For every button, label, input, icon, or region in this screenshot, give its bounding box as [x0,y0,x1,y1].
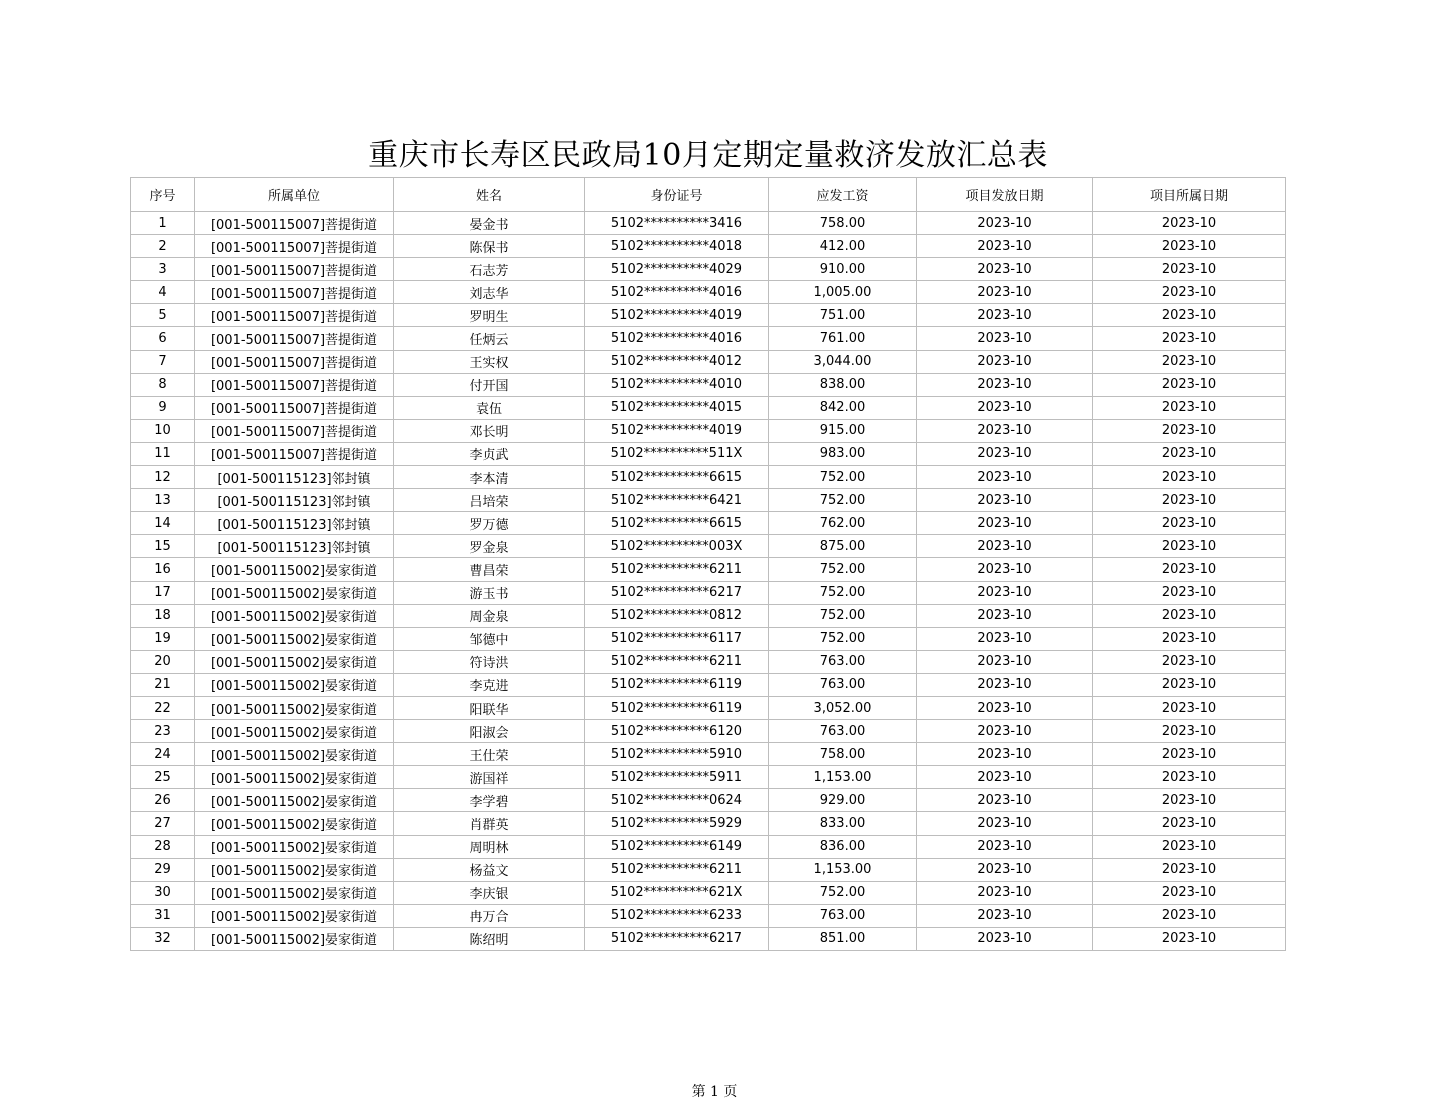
cell-id-number: 5102**********6119 [585,673,769,696]
table-row [131,235,1286,258]
cell-issue-date: 2023-10 [917,373,1093,396]
table-row [131,212,1286,235]
cell-period-date: 2023-10 [1093,212,1286,235]
cell-id-number: 5102**********0812 [585,604,769,627]
cell-name: 李贞武 [394,442,585,465]
cell-name: 罗明生 [394,304,585,327]
cell-unit: [001-500115002]晏家街道 [195,881,394,904]
cell-id-number: 5102**********4018 [585,235,769,258]
cell-index: 31 [131,904,195,927]
cell-id-number: 5102**********6119 [585,696,769,719]
cell-unit: [001-500115002]晏家街道 [195,581,394,604]
cell-id-number: 5102**********4015 [585,396,769,419]
cell-issue-date: 2023-10 [917,812,1093,835]
cell-unit: [001-500115002]晏家街道 [195,835,394,858]
cell-unit: [001-500115007]菩提街道 [195,212,394,235]
cell-unit: [001-500115007]菩提街道 [195,419,394,442]
cell-name: 付开国 [394,373,585,396]
cell-issue-date: 2023-10 [917,535,1093,558]
cell-period-date: 2023-10 [1093,673,1286,696]
cell-unit: [001-500115123]邻封镇 [195,512,394,535]
cell-unit: [001-500115002]晏家街道 [195,627,394,650]
cell-amount: 836.00 [769,835,917,858]
cell-id-number: 5102**********4012 [585,350,769,373]
cell-id-number: 5102**********6120 [585,720,769,743]
cell-index: 6 [131,327,195,350]
cell-id-number: 5102**********5910 [585,743,769,766]
cell-index: 19 [131,627,195,650]
cell-amount: 758.00 [769,212,917,235]
cell-issue-date: 2023-10 [917,881,1093,904]
cell-period-date: 2023-10 [1093,535,1286,558]
cell-period-date: 2023-10 [1093,627,1286,650]
cell-index: 14 [131,512,195,535]
header-amount: 应发工资 [769,178,917,212]
cell-name: 邓长明 [394,419,585,442]
cell-unit: [001-500115007]菩提街道 [195,327,394,350]
table-row [131,581,1286,604]
header-row [131,178,1286,212]
cell-name: 陈绍明 [394,927,585,950]
cell-unit: [001-500115007]菩提街道 [195,304,394,327]
cell-index: 10 [131,419,195,442]
cell-name: 李庆银 [394,881,585,904]
table-row [131,350,1286,373]
cell-id-number: 5102**********4029 [585,258,769,281]
cell-unit: [001-500115002]晏家街道 [195,673,394,696]
cell-amount: 915.00 [769,419,917,442]
cell-period-date: 2023-10 [1093,419,1286,442]
cell-period-date: 2023-10 [1093,373,1286,396]
cell-unit: [001-500115002]晏家街道 [195,720,394,743]
cell-index: 8 [131,373,195,396]
cell-period-date: 2023-10 [1093,304,1286,327]
cell-name: 曹昌荣 [394,558,585,581]
table-row [131,512,1286,535]
cell-period-date: 2023-10 [1093,766,1286,789]
cell-amount: 983.00 [769,442,917,465]
cell-issue-date: 2023-10 [917,766,1093,789]
cell-name: 石志芳 [394,258,585,281]
cell-amount: 1,153.00 [769,858,917,881]
cell-issue-date: 2023-10 [917,489,1093,512]
cell-name: 阳淑会 [394,720,585,743]
cell-id-number: 5102**********6117 [585,627,769,650]
cell-id-number: 5102**********6615 [585,466,769,489]
page-title: 重庆市长寿区民政局10月定期定量救济发放汇总表 [368,138,1048,173]
cell-issue-date: 2023-10 [917,904,1093,927]
cell-period-date: 2023-10 [1093,604,1286,627]
cell-period-date: 2023-10 [1093,696,1286,719]
cell-id-number: 5102**********6233 [585,904,769,927]
cell-name: 周金泉 [394,604,585,627]
cell-id-number: 5102**********003X [585,535,769,558]
table-row [131,442,1286,465]
cell-amount: 1,005.00 [769,281,917,304]
cell-issue-date: 2023-10 [917,327,1093,350]
cell-name: 游玉书 [394,581,585,604]
cell-period-date: 2023-10 [1093,466,1286,489]
cell-name: 陈保书 [394,235,585,258]
cell-index: 25 [131,766,195,789]
cell-amount: 842.00 [769,396,917,419]
cell-name: 肖群英 [394,812,585,835]
table-row [131,904,1286,927]
cell-name: 罗金泉 [394,535,585,558]
cell-index: 28 [131,835,195,858]
cell-id-number: 5102**********3416 [585,212,769,235]
cell-index: 4 [131,281,195,304]
cell-period-date: 2023-10 [1093,904,1286,927]
cell-period-date: 2023-10 [1093,812,1286,835]
cell-issue-date: 2023-10 [917,512,1093,535]
cell-unit: [001-500115002]晏家街道 [195,812,394,835]
cell-amount: 752.00 [769,581,917,604]
cell-issue-date: 2023-10 [917,558,1093,581]
cell-amount: 929.00 [769,789,917,812]
cell-issue-date: 2023-10 [917,419,1093,442]
cell-period-date: 2023-10 [1093,881,1286,904]
cell-name: 周明林 [394,835,585,858]
cell-unit: [001-500115002]晏家街道 [195,858,394,881]
cell-issue-date: 2023-10 [917,604,1093,627]
cell-id-number: 5102**********511X [585,442,769,465]
cell-issue-date: 2023-10 [917,789,1093,812]
cell-name: 李克进 [394,673,585,696]
cell-name: 吕培荣 [394,489,585,512]
cell-issue-date: 2023-10 [917,743,1093,766]
cell-index: 3 [131,258,195,281]
cell-issue-date: 2023-10 [917,673,1093,696]
cell-index: 30 [131,881,195,904]
cell-name: 邹德中 [394,627,585,650]
cell-index: 12 [131,466,195,489]
cell-index: 20 [131,650,195,673]
cell-period-date: 2023-10 [1093,489,1286,512]
cell-unit: [001-500115002]晏家街道 [195,743,394,766]
cell-id-number: 5102**********6211 [585,650,769,673]
cell-period-date: 2023-10 [1093,858,1286,881]
cell-index: 23 [131,720,195,743]
cell-id-number: 5102**********6217 [585,581,769,604]
header-issue-date: 项目发放日期 [917,178,1093,212]
cell-name: 杨益文 [394,858,585,881]
cell-period-date: 2023-10 [1093,512,1286,535]
cell-issue-date: 2023-10 [917,720,1093,743]
cell-amount: 752.00 [769,627,917,650]
cell-unit: [001-500115002]晏家街道 [195,766,394,789]
table-row [131,766,1286,789]
cell-unit: [001-500115007]菩提街道 [195,258,394,281]
cell-issue-date: 2023-10 [917,835,1093,858]
cell-id-number: 5102**********6211 [585,858,769,881]
cell-id-number: 5102**********4016 [585,281,769,304]
table-row [131,466,1286,489]
cell-amount: 752.00 [769,558,917,581]
header-id-number: 身份证号 [585,178,769,212]
table-row [131,258,1286,281]
cell-index: 22 [131,696,195,719]
cell-amount: 3,044.00 [769,350,917,373]
header-name: 姓名 [394,178,585,212]
table-row [131,604,1286,627]
cell-issue-date: 2023-10 [917,927,1093,950]
table-row [131,396,1286,419]
cell-index: 11 [131,442,195,465]
cell-unit: [001-500115002]晏家街道 [195,696,394,719]
cell-id-number: 5102**********6615 [585,512,769,535]
cell-period-date: 2023-10 [1093,835,1286,858]
cell-index: 21 [131,673,195,696]
table-row [131,281,1286,304]
cell-unit: [001-500115007]菩提街道 [195,442,394,465]
cell-amount: 851.00 [769,927,917,950]
cell-amount: 1,153.00 [769,766,917,789]
cell-unit: [001-500115002]晏家街道 [195,650,394,673]
header-unit: 所属单位 [195,178,394,212]
cell-issue-date: 2023-10 [917,396,1093,419]
cell-period-date: 2023-10 [1093,281,1286,304]
cell-issue-date: 2023-10 [917,466,1093,489]
cell-issue-date: 2023-10 [917,258,1093,281]
cell-period-date: 2023-10 [1093,581,1286,604]
cell-period-date: 2023-10 [1093,235,1286,258]
cell-name: 王仕荣 [394,743,585,766]
cell-issue-date: 2023-10 [917,581,1093,604]
table-row [131,673,1286,696]
cell-name: 刘志华 [394,281,585,304]
table-row [131,789,1286,812]
cell-index: 15 [131,535,195,558]
table-row [131,812,1286,835]
table-body [131,212,1286,951]
cell-amount: 763.00 [769,673,917,696]
table-row [131,489,1286,512]
cell-unit: [001-500115007]菩提街道 [195,396,394,419]
cell-unit: [001-500115123]邻封镇 [195,466,394,489]
cell-amount: 838.00 [769,373,917,396]
cell-unit: [001-500115123]邻封镇 [195,535,394,558]
cell-id-number: 5102**********621X [585,881,769,904]
cell-id-number: 5102**********6217 [585,927,769,950]
header-index: 序号 [131,178,195,212]
cell-period-date: 2023-10 [1093,650,1286,673]
cell-index: 16 [131,558,195,581]
cell-index: 7 [131,350,195,373]
cell-amount: 910.00 [769,258,917,281]
table-row [131,927,1286,950]
table-row [131,304,1286,327]
cell-period-date: 2023-10 [1093,396,1286,419]
cell-id-number: 5102**********6211 [585,558,769,581]
page-number: 第 1 页 [691,1084,738,1100]
cell-unit: [001-500115002]晏家街道 [195,558,394,581]
cell-period-date: 2023-10 [1093,558,1286,581]
cell-id-number: 5102**********4019 [585,419,769,442]
table-header [131,178,1286,212]
table-row [131,835,1286,858]
cell-name: 罗万德 [394,512,585,535]
cell-amount: 762.00 [769,512,917,535]
cell-amount: 763.00 [769,720,917,743]
cell-issue-date: 2023-10 [917,858,1093,881]
cell-amount: 752.00 [769,489,917,512]
cell-unit: [001-500115002]晏家街道 [195,604,394,627]
cell-index: 1 [131,212,195,235]
cell-amount: 763.00 [769,650,917,673]
cell-index: 32 [131,927,195,950]
cell-name: 任炳云 [394,327,585,350]
cell-amount: 752.00 [769,466,917,489]
cell-index: 24 [131,743,195,766]
cell-issue-date: 2023-10 [917,627,1093,650]
table-row [131,535,1286,558]
cell-amount: 833.00 [769,812,917,835]
cell-index: 2 [131,235,195,258]
cell-id-number: 5102**********5911 [585,766,769,789]
cell-id-number: 5102**********4019 [585,304,769,327]
cell-amount: 763.00 [769,904,917,927]
cell-name: 晏金书 [394,212,585,235]
cell-amount: 412.00 [769,235,917,258]
cell-amount: 751.00 [769,304,917,327]
cell-issue-date: 2023-10 [917,281,1093,304]
cell-index: 9 [131,396,195,419]
cell-unit: [001-500115007]菩提街道 [195,281,394,304]
table-row [131,419,1286,442]
cell-issue-date: 2023-10 [917,650,1093,673]
cell-issue-date: 2023-10 [917,304,1093,327]
cell-issue-date: 2023-10 [917,696,1093,719]
cell-unit: [001-500115002]晏家街道 [195,789,394,812]
cell-issue-date: 2023-10 [917,235,1093,258]
cell-period-date: 2023-10 [1093,258,1286,281]
cell-index: 26 [131,789,195,812]
cell-period-date: 2023-10 [1093,789,1286,812]
cell-index: 18 [131,604,195,627]
cell-amount: 3,052.00 [769,696,917,719]
cell-issue-date: 2023-10 [917,212,1093,235]
cell-issue-date: 2023-10 [917,442,1093,465]
table-row [131,373,1286,396]
cell-id-number: 5102**********4016 [585,327,769,350]
cell-name: 袁伍 [394,396,585,419]
table-row [131,558,1286,581]
cell-period-date: 2023-10 [1093,743,1286,766]
table-row [131,650,1286,673]
cell-unit: [001-500115007]菩提街道 [195,373,394,396]
cell-index: 29 [131,858,195,881]
cell-name: 游国祥 [394,766,585,789]
cell-name: 冉万合 [394,904,585,927]
table-row [131,696,1286,719]
cell-amount: 752.00 [769,604,917,627]
cell-index: 13 [131,489,195,512]
cell-name: 王实权 [394,350,585,373]
cell-unit: [001-500115123]邻封镇 [195,489,394,512]
table-row [131,858,1286,881]
table-row [131,627,1286,650]
cell-unit: [001-500115007]菩提街道 [195,235,394,258]
cell-name: 符诗洪 [394,650,585,673]
cell-name: 李本清 [394,466,585,489]
table-row [131,743,1286,766]
cell-name: 李学碧 [394,789,585,812]
cell-period-date: 2023-10 [1093,720,1286,743]
cell-id-number: 5102**********6421 [585,489,769,512]
cell-name: 阳联华 [394,696,585,719]
header-period-date: 项目所属日期 [1093,178,1286,212]
cell-period-date: 2023-10 [1093,927,1286,950]
cell-index: 5 [131,304,195,327]
cell-amount: 761.00 [769,327,917,350]
cell-id-number: 5102**********4010 [585,373,769,396]
cell-amount: 875.00 [769,535,917,558]
cell-id-number: 5102**********0624 [585,789,769,812]
cell-index: 27 [131,812,195,835]
cell-period-date: 2023-10 [1093,442,1286,465]
table-row [131,720,1286,743]
table-row [131,327,1286,350]
cell-unit: [001-500115002]晏家街道 [195,927,394,950]
cell-unit: [001-500115002]晏家街道 [195,904,394,927]
relief-summary-table [130,177,1286,951]
cell-amount: 758.00 [769,743,917,766]
cell-amount: 752.00 [769,881,917,904]
cell-unit: [001-500115007]菩提街道 [195,350,394,373]
cell-period-date: 2023-10 [1093,327,1286,350]
cell-period-date: 2023-10 [1093,350,1286,373]
cell-issue-date: 2023-10 [917,350,1093,373]
cell-index: 17 [131,581,195,604]
cell-id-number: 5102**********5929 [585,812,769,835]
table-row [131,881,1286,904]
cell-id-number: 5102**********6149 [585,835,769,858]
